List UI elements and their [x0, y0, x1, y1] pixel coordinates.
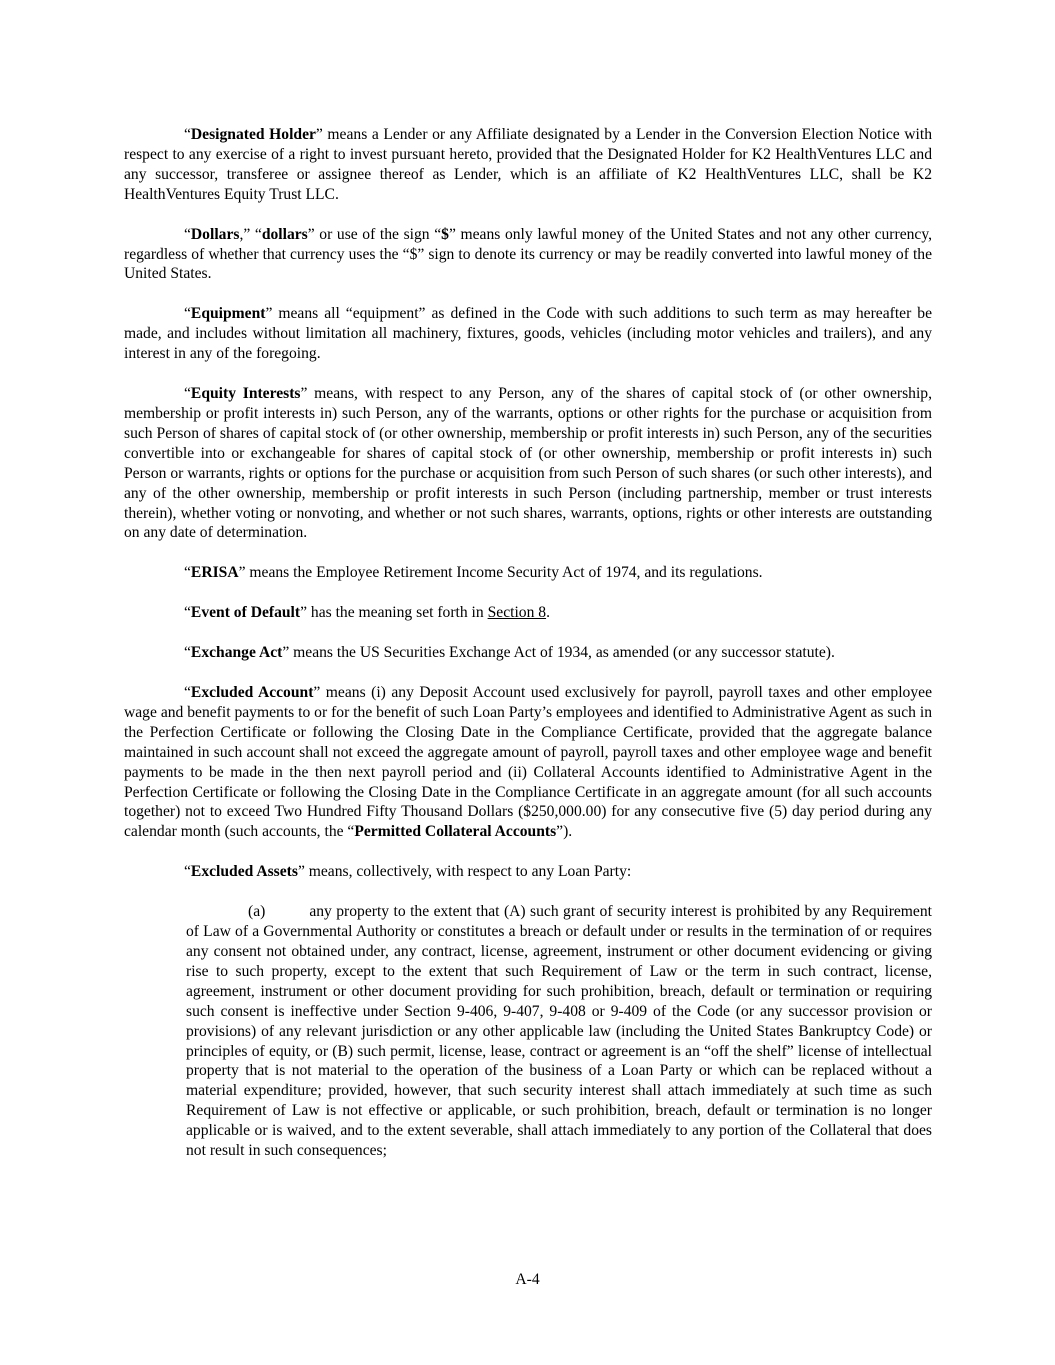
excluded-assets-clause-a: (a) any property to the extent that (A) such grant of security interest is prohibited by any Requirement of Law of a Governmental Authority or constitutes a breach or default under or results in the termination of or requires any consent not obtained under, any contract, license, agreement, instrument or other document evidencing or giving rise to such property, except to the extent that such Requirement of Law or the term in such contract, license, agreement, instrument or other document providing for such prohibition, breach, default or termination or requiring such consent is ineffective under Section 9-406, 9-407, 9-408 or 9-409 of the Code (or any successor provision or provisions) of any relevant jurisdiction or any other applicable law (including the United States Bankruptcy Code) or principles of equity, or (B) such permit, license, lease, contract or agreement is an “off the shelf” license of intellectual property that is not material to the operation of the business of a Loan Party or which can be replaced without a material expenditure; provided, however, that such security interest shall attach immediately at such time as such Requirement of Law is not effective or applicable, or such prohibition, breach, default or termination is no longer applicable or is waived, and to the extent severable, shall attach immediately to any portion of the Collateral that does not result in such consequences;	[186, 903, 932, 1160]
definition-equity-interests: “Equity Interests” means, with respect to any Person, any of the shares of capital stock of (or other ownership, membership or profit interests in) such Person, any of the warrants, options or other rights for the purchase or acquisition from such Person of shares of capital stock of (or other ownership, membership or profit interests in) such Person, any of the securities convertible into or exchangeable for shares of capital stock of (or other ownership, membership or profit interests in) such Person or warrants, rights or options for the purchase or acquisition from such Person of such shares (or such other interests), and any of the other ownership, membership or profit interests in such Person (including partnership, member or trust interests therein), whether voting or nonvoting, and whether or not such shares, warrants, options, rights or other interests are outstanding on any date of determination.	[124, 385, 932, 542]
defined-term: Equipment	[190, 305, 266, 323]
definition-erisa: “ERISA” means the Employee Retirement Income Security Act of 1974, and its regulations.	[184, 564, 763, 582]
definition-excluded-account: “Excluded Account” means (i) any Deposit Account used exclusively for payroll, payroll taxes and other employee wage and benefit payments to or for the benefit of such Loan Party’s employees and identified to Administrative Agent as such in the Perfection Certificate or following the Closing Date in the Compliance Certificate, provided that the aggregate balance maintained in such account shall not exceed the aggregate amount of payroll, payroll taxes and other employee wage and benefit payments to be made in the then next payroll period and (ii) Collateral Accounts identified to Administrative Agent in the Perfection Certificate or following the Closing Date in the Compliance Certificate in an aggregate amount (for all such accounts together) not to exceed Two Hundred Fifty Thousand Dollars ($250,000.00) for any consecutive five (5) day period during any calendar month (such accounts, the “Permitted Collateral Accounts”).	[124, 684, 932, 841]
defined-term: Equity Interests	[190, 385, 301, 403]
defined-term: Excluded Account	[190, 684, 314, 702]
defined-term: dollars	[261, 225, 308, 243]
defined-term: Event of Default	[190, 604, 301, 622]
defined-term: Designated Holder	[190, 126, 316, 143]
defined-term: Dollars	[190, 225, 240, 243]
definition-equipment: “Equipment” means all “equipment” as defined in the Code with such additions to such term as may hereafter be made, and includes without limitation all machinery, fixtures, goods, vehicles (including motor vehicles and trailers), and any interest in any of the foregoing.	[124, 305, 932, 363]
section-reference-link[interactable]: Section 8	[487, 604, 547, 622]
defined-term: Exchange Act	[190, 644, 283, 662]
defined-term: Permitted Collateral Accounts	[354, 823, 557, 841]
defined-term: Excluded Assets	[190, 863, 298, 881]
defined-term: $	[441, 225, 449, 243]
defined-term: ERISA	[190, 564, 239, 582]
definition-exchange-act: “Exchange Act” means the US Securities Exchange Act of 1934, as amended (or any successor statute).	[184, 644, 835, 662]
definition-excluded-assets: “Excluded Assets” means, collectively, with respect to any Loan Party:	[184, 863, 632, 881]
definition-designated-holder: “Designated Holder” means a Lender or any Affiliate designated by a Lender in the Conversion Election Notice with respect to any exercise of a right to invest pursuant hereto, provided that the Designated Holder for K2 HealthVentures LLC and any successor, transferee or assignee thereof as Lender, which is an affiliate of K2 HealthVentures LLC, shall be K2 HealthVentures Equity Trust LLC.	[124, 126, 932, 203]
definition-event-of-default: “Event of Default” has the meaning set forth in Section 8.	[184, 604, 550, 622]
page-number: A-4	[515, 1271, 540, 1288]
document-body	[124, 125, 932, 1161]
clause-label: (a)	[248, 903, 266, 921]
definition-dollars: “Dollars,” “dollars” or use of the sign “$” means only lawful money of the United States and not any other currency, regardless of whether that currency uses the “$” sign to denote its currency or may be readily converted into lawful money of the United States.	[124, 225, 933, 283]
